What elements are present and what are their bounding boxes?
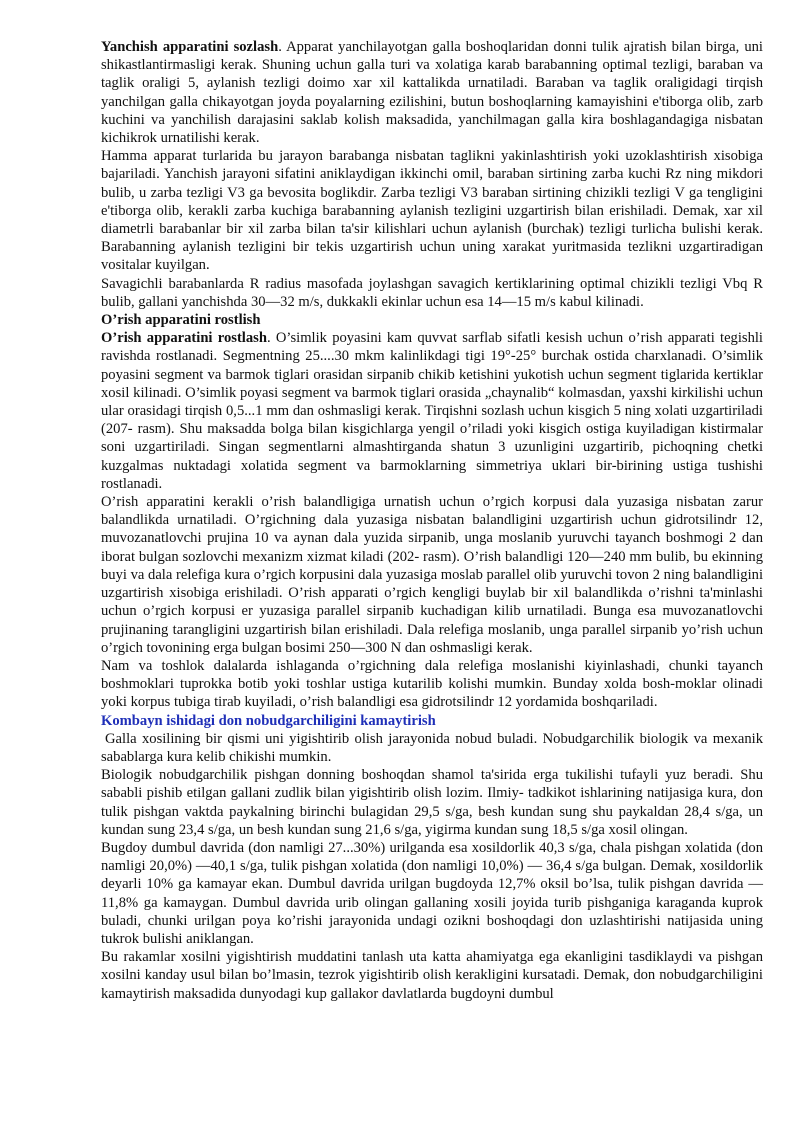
paragraph-harvest-timing: Bu rakamlar xosilni yigishtirish muddatini tanlash uta katta ahamiyatga ega ekanligini tasdiklaydi va pishgan xosilni kanday usul bilan bo’lmasin, tezrok yigishtirib olish kerakligini kursatadi. Demak, don nobudgarchiligini kamaytirish maksadida dunyodagi kup gallakor davlatlarda bugdoyni dumbul bbox=[101, 949, 763, 1002]
paragraph-threshing-adjustment bbox=[101, 38, 763, 147]
paragraph-wet-fields: Nam va toshlok dalalarda ishlaganda o’rgichning dala relefiga moslanishi kiyinlashadi, chunki tayanch boshmoklari tuprokka botib yoki toshlar ustiga kutarilib kolishi mumkin. Bunday xolda bosh-moklar olinadi yoki korpus tubiga tirab kuyiladi, o’rish balandligi esa gidrotsilindr 12 yordamida boshqariladi. bbox=[101, 657, 763, 711]
paragraph-text: . Apparat yanchilayotgan galla boshoqlaridan donni tulik ajratish bilan birga, uni shikastlantirmasligi kerak. Shuning uchun galla turi va xolatiga karab barabanning optimal tezligi, baraban va taglik oraligi 5, aylanish tezligi doimo xar xil kattalikda urnatiladi. Baraban va taglik oraligidagi tirqish yanchilgan galla chikayotgan joyda poyalarning ezilishini, butun boshoqlarning kamayishini e'tiborga olib, zarb kuchini va yanchilish darajasini saklab kolish maksadida, yanchilmagan galla kira boshlagandagiga nisbatan kichikrok urnatilishi kerak. bbox=[101, 39, 763, 147]
paragraph-wheat-yield: Bugdoy dumbul davrida (don namligi 27...30%) urilganda esa xosildorlik 40,3 s/ga, chala pishgan xolatida (don namligi 20,0%) —40,1 s/ga, tulik pishgan xolatida (don namligi 10,0%) — 36,4 s/ga bulgan. Demak, xosildorlik deyarli 10% ga kamayar ekan. Dumbul davrida urilgan bugdoyda 12,7% oksil bo’lsa, tulik pishgan davrida —11,8% ga kamaygan. Dumbul davrida urib olingan gallaning xosili joyida turib pishganiga karaganda kuprok buladi, chunki urilgan poya ko’rishi jarayonida undagi ozikni boshoqdagi don uzlashtirishi natijasida uning tukrok bulishi aniklangan. bbox=[101, 839, 763, 947]
paragraph-loss-intro: Galla xosilining bir qismi uni yigishtirib olish jarayonida nobud buladi. Nobudgarchilik biologik va mexanik sabablarga kura kelib chikishi mumkin. bbox=[101, 730, 763, 765]
paragraph-lead: Yanchish apparatini sozlash bbox=[101, 39, 279, 55]
section-heading-reaping: O’rish apparatini rostlish bbox=[101, 312, 261, 329]
paragraph-reaping-adjustment bbox=[101, 329, 763, 493]
paragraph-biological-loss: Biologik nobudgarchilik pishgan donning boshoqdan shamol ta'sirida erga tukilishi tufayli yuz beradi. Shu sababli pishib etilgan gallani zudlik bilan yigishtirib olish lozim. Ilmiy- tadkikot ishlarining natijasiga kura, don tulik pishgan vaktda paykalning birinchi bulagidan 29,5 s/ga, besh kundan sung shu paykaldan 28,4 s/ga, un kundan sung 23,4 s/ga, un besh kundan sung 21,6 s/ga, yigirma kundan sung 18,5 s/ga xosil olingan. bbox=[101, 767, 763, 838]
paragraph-drum-gap: Hamma apparat turlarida bu jarayon barabanga nisbatan taglikni yakinlashtirish yoki uzoklashtirish xisobiga bajariladi. Yanchish jarayoni sifatini aniklaydigan ikkinchi omil, baraban sirtining zarba kuchi Rz ning mikdori bulib, u zarba tezligi V3 ga bevosita boglikdir. Zarba tezligi V3 baraban sirtining chizikli tezligi V ga tengligini e'tiborga olib, kerakli zarba kuchiga barabanning aylanish tezligini uzgartirish bilan erishiladi. Demak, xar xil diametrli barabanlar bir xil zarba bilan ta'sir kilishlari uchun aylanish (burchak) tezligi turlicha bulishi kerak. Barabanning aylanish tezligini bir tekis uzgartirish uchun uning xarakat yuritmasida tezlikni uzgartiradigan vositalar kuyilgan. bbox=[101, 148, 763, 274]
paragraph-text: . O’simlik poyasini kam quvvat sarflab sifatli kesish uchun o’rish apparati tegishli ravishda rostlanadi. Segmentning 25....30 mkm kalinlikdagi tigi 19°-25° burchak ostida charxlanadi. O’simlik poyasini segment va barmok tiglari orasidan sirpanib chikib ketishini yukotish uchun segment tiglarida kertiklar xosil kilinadi. O’simlik poyasi segment va barmok tiglari orasida „chaynalib“ kolmasdan, yaxshi kirkilishi uchun ular orasidagi tirqish 0,5...1 mm dan oshmasligi kerak. Tirqishni sozlash uchun kisgich 5 ning xolati uzgartiriladi (207- rasm). Shu maksadda bolga bilan kisgichlarga yengil o’riladi yoki kisgich ostiga kuyiladigan kistirmalar soni uzgartiriladi. Singan segmentlarni almashtirganda shatun 3 uzunligini uzgartirib, pichoqning chetki kuzgalmas nuktadagi xolatida segment va barmoklarning simmetriya uklari bir-birining ustiga tushishi rostlanadi. bbox=[101, 330, 763, 492]
paragraph-drum-speed: Savagichli barabanlarda R radius masofada joylashgan savagich kertiklarining optimal chizikli tezligi Vbq R bulib, gallani yanchishda 30—32 m/s, dukkakli ekinlar uchun esa 14—15 m/s kabul kilinadi. bbox=[101, 275, 763, 310]
section-heading-grain-loss: Kombayn ishidagi don nobudgarchiligini kamaytirish bbox=[101, 712, 436, 729]
paragraph-lead: O’rish apparatini rostlash bbox=[101, 330, 267, 347]
paragraph-cutting-height: O’rish apparatini kerakli o’rish balandligiga urnatish uchun o’rgich korpusi dala yuzasiga nisbatan zarur balandlikda urnatiladi. O’rgichning dala yuzasiga nisbatan balandligini uzgartirish uchun gidrotsilindr 12, muvozanatlovchi prujina 10 va aynan dala yuzida sirpanib, unga moslanib yuruvchi tayanch boshmogi 2 dan iborat bulgan sozlovchi mexanizm xizmat kiladi (202- rasm). O’rish balandligi 120—240 mm bulib, bu ekinning buyi va dala relefiga kura o’rgich korpusini dala yuzasiga moslab parallel olib yuruvchi tovon 2 ning balandligini uzgartirish xisobiga erishiladi. O’rish apparati o’rgich kengligi buylab bir xil balandlikda o’rishni ta'minlashi uchun o’rgich korpusi er yuzasiga parallel sirpanib kuchadigan kilib urnatiladi. Bunga esa muvozanatlovchi prujinaning tarangligini uzgartirish bilan erishiladi. Dala relefiga moslanib, unga parallel sirpanib yo’rish uchun o’rgich tovonining erga bulgan bosimi 250—300 N dan oshmasligi kerak. bbox=[101, 494, 763, 656]
document-page bbox=[101, 38, 763, 1003]
